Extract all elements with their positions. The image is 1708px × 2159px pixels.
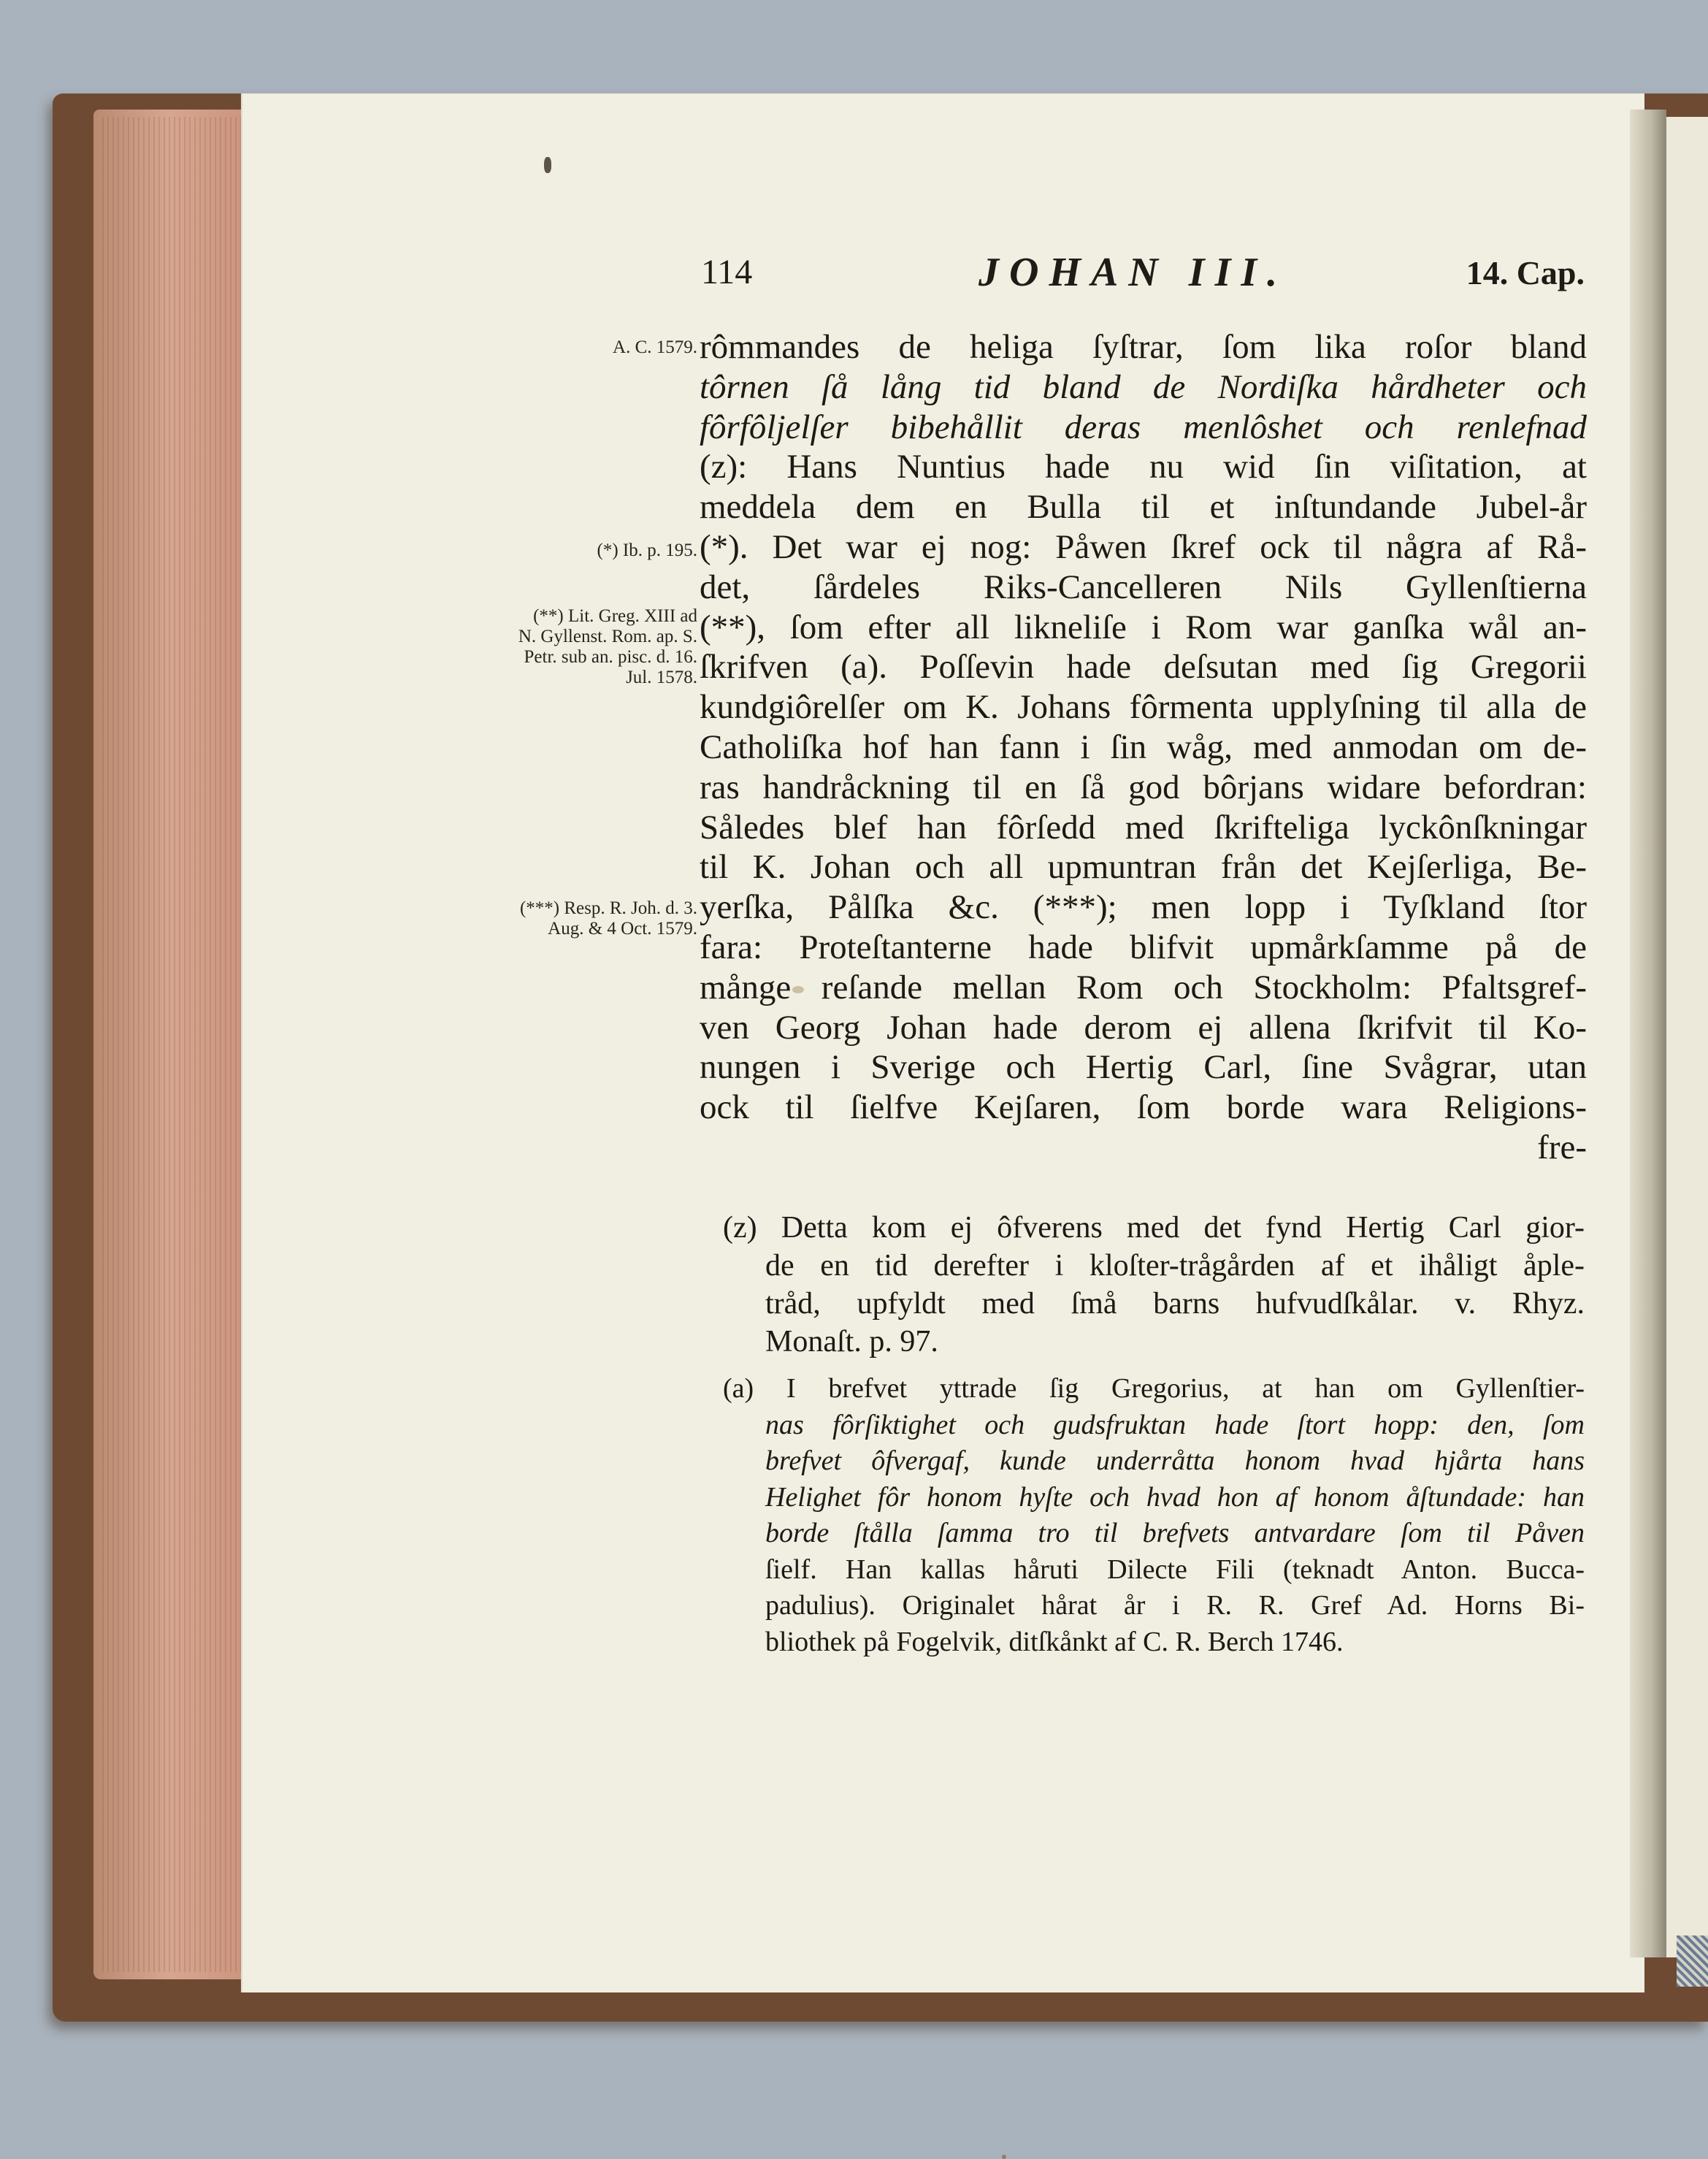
text-line: nungen i Sverige och Hertig Carl, ſine Svågrar, utan xyxy=(700,1048,1587,1087)
margin-note: (**) Lit. Greg. XIII ad N. Gyllenst. Rom. ap. S. Petr. sub an. pisc. d. 16. Jul. 1578. xyxy=(518,606,697,687)
footnote-line: bliothek på Fogelvik, ditſkånkt af C. R. Berch 1746. xyxy=(765,1626,1344,1657)
text-line: månge reſande mellan Rom och Stockholm: Pfaltsgref- xyxy=(700,968,1587,1006)
body-text xyxy=(700,327,1587,1168)
paper-stain xyxy=(1002,2155,1006,2159)
footnote-line: tråd, upfyldt med ſmå barns hufvudſkålar. v. Rhyz. xyxy=(765,1287,1585,1321)
text-line: meddela dem en Bulla til et inſtundande Jubel-år xyxy=(700,488,1587,527)
spine-headband xyxy=(1677,1936,1708,1987)
footnote-line: ſielf. Han kallas håruti Dilecte Fili (teknadt Anton. Bucca- xyxy=(765,1554,1585,1585)
page-edge-texture xyxy=(102,117,248,1972)
footnote-line: nas fôrſiktighet och gudsfruktan hade ſtort hopp: den, ſom xyxy=(765,1409,1585,1440)
text-line: Catholiſka hof han fann i ſin wåg, med anmodan om de- xyxy=(700,727,1587,766)
text-line: tôrnen ſå lång tid bland de Nordiſka hårdheter och xyxy=(700,367,1587,406)
catchword: fre- xyxy=(1537,1128,1587,1166)
text-line: Således blef han fôrſedd med ſkrifteliga lyckônſkningar xyxy=(700,808,1587,847)
page-number: 114 xyxy=(701,253,753,291)
footnote-a xyxy=(723,1371,1585,1660)
footnote-line: (z) Detta kom ej ôfverens med det fynd Hertig Carl gior- xyxy=(723,1211,1585,1245)
text-line: rômmandes de heliga ſyſtrar, ſom lika roſor bland xyxy=(700,328,1587,366)
text-line: det, ſårdeles Riks-Cancelleren Nils Gyllenſtierna xyxy=(700,568,1587,606)
footnote-z xyxy=(723,1209,1585,1361)
running-head xyxy=(701,252,1585,303)
footnote-line: de en tid derefter i kloſter-trågården af et ihåligt åple- xyxy=(765,1249,1585,1283)
text-line: yerſka, Pålſka &c. (***); men lopp i Tyſkland ſtor xyxy=(700,888,1587,927)
text-line: kundgiôrelſer om K. Johans fôrmenta upplyſning til alla de xyxy=(700,688,1587,727)
text-line: fara: Proteſtanterne hade blifvit upmårkſamme på de xyxy=(700,928,1587,966)
margin-note: (***) Resp. R. Joh. d. 3. Aug. & 4 Oct. 1579. xyxy=(519,898,697,939)
text-line: (**), ſom efter all likneliſe i Rom war ganſka wål an- xyxy=(700,608,1587,646)
footnote-line: Helighet fôr honom hyſte och hvad hon af honom åſtundade: han xyxy=(765,1481,1585,1513)
text-line: ock til ſielfve Kejſaren, ſom borde wara Religions- xyxy=(700,1088,1587,1127)
footnote-line: borde ſtålla ſamma tro til brefvets antvardare ſom til Påven xyxy=(765,1518,1585,1548)
footnote-line: padulius). Originalet hårat år i R. R. Gref Ad. Horns Bi- xyxy=(765,1590,1585,1621)
text-line: (*). Det war ej nog: Påwen ſkref ock til några af Rå- xyxy=(700,527,1587,566)
text-line: (z): Hans Nuntius hade nu wid ſin viſitation, at xyxy=(700,448,1587,486)
text-line: ſkrifven (a). Poſſevin hade deſsutan med ſig Gregorii xyxy=(700,648,1587,687)
chapter-label: 14. Cap. xyxy=(1466,254,1585,291)
text-line: ven Georg Johan hade derom ej allena ſkrifvit til Ko- xyxy=(700,1008,1587,1047)
margin-note: A. C. 1579. xyxy=(613,337,697,357)
text-line: fôrfôljelſer bibehållit deras menlôshet och renlefnad xyxy=(700,408,1587,446)
facing-page xyxy=(1666,117,1708,1957)
margin-note: (*) Ib. p. 195. xyxy=(597,540,697,560)
footnote-line: brefvet ôfvergaf, kunde underråtta honom hvad hjårta hans xyxy=(765,1445,1585,1476)
footnote-line: Monaſt. p. 97. xyxy=(765,1325,938,1359)
text-line: ras handråckning til en ſå god bôrjans widare befordran: xyxy=(700,768,1587,806)
footnote-line: (a) I brefvet yttrade ſig Gregorius, at han om Gyllenſtier- xyxy=(723,1373,1585,1404)
paper-stain xyxy=(544,157,551,173)
text-line: til K. Johan och all upmuntran från det Kejſerliga, Be- xyxy=(700,848,1587,887)
page-gutter xyxy=(1630,110,1666,1957)
book-title: JOHAN III. xyxy=(979,250,1288,295)
